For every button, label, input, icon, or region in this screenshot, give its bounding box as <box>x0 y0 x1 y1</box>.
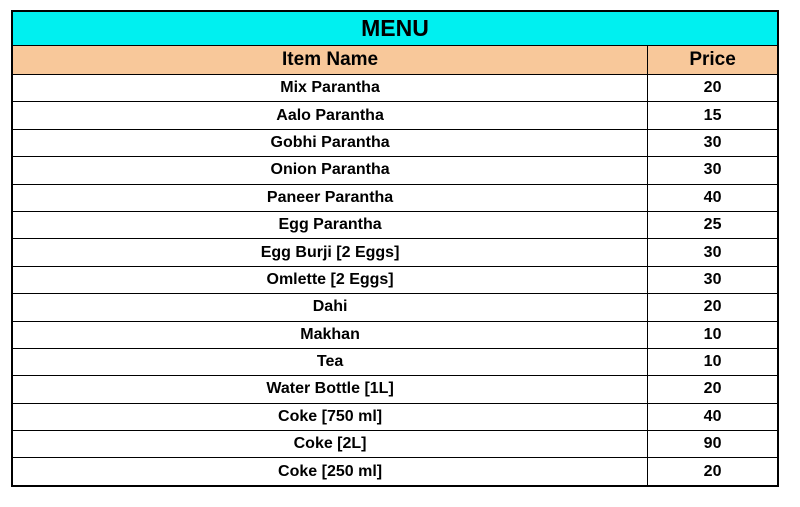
item-price-cell: 20 <box>648 458 778 486</box>
item-name-cell: Gobhi Parantha <box>12 129 648 156</box>
table-row <box>12 321 778 348</box>
table-row <box>12 75 778 102</box>
item-price-cell: 90 <box>648 431 778 458</box>
menu-items <box>12 75 778 486</box>
item-price-cell: 15 <box>648 102 778 129</box>
item-price-cell: 10 <box>648 348 778 375</box>
table-row <box>12 266 778 293</box>
item-name-cell: Water Bottle [1L] <box>12 376 648 403</box>
menu-table <box>11 10 779 487</box>
header-row <box>12 46 778 75</box>
item-price-cell: 20 <box>648 294 778 321</box>
item-price-cell: 40 <box>648 184 778 211</box>
table-row <box>12 294 778 321</box>
item-name-cell: Onion Parantha <box>12 157 648 184</box>
item-price-cell: 25 <box>648 211 778 238</box>
item-price-cell: 30 <box>648 266 778 293</box>
price-header: Price <box>648 46 778 75</box>
table-row <box>12 376 778 403</box>
menu-title: MENU <box>12 11 778 46</box>
item-name-cell: Paneer Parantha <box>12 184 648 211</box>
item-name-cell: Tea <box>12 348 648 375</box>
table-row <box>12 348 778 375</box>
item-price-cell: 20 <box>648 75 778 102</box>
table-row <box>12 458 778 486</box>
item-price-cell: 20 <box>648 376 778 403</box>
item-price-cell: 30 <box>648 239 778 266</box>
item-price-cell: 40 <box>648 403 778 430</box>
item-name-cell: Coke [750 ml] <box>12 403 648 430</box>
item-price-cell: 10 <box>648 321 778 348</box>
table-row <box>12 211 778 238</box>
table-row <box>12 102 778 129</box>
item-name-cell: Omlette [2 Eggs] <box>12 266 648 293</box>
item-name-cell: Coke [2L] <box>12 431 648 458</box>
item-name-cell: Makhan <box>12 321 648 348</box>
item-name-cell: Coke [250 ml] <box>12 458 648 486</box>
table-row <box>12 157 778 184</box>
item-name-cell: Dahi <box>12 294 648 321</box>
item-price-cell: 30 <box>648 129 778 156</box>
table-row <box>12 403 778 430</box>
table-row <box>12 239 778 266</box>
item-name-cell: Mix Parantha <box>12 75 648 102</box>
item-name-header: Item Name <box>12 46 648 75</box>
item-name-cell: Aalo Parantha <box>12 102 648 129</box>
item-name-cell: Egg Parantha <box>12 211 648 238</box>
table-row <box>12 184 778 211</box>
item-price-cell: 30 <box>648 157 778 184</box>
table-row <box>12 129 778 156</box>
table-row <box>12 431 778 458</box>
title-row <box>12 11 778 46</box>
item-name-cell: Egg Burji [2 Eggs] <box>12 239 648 266</box>
